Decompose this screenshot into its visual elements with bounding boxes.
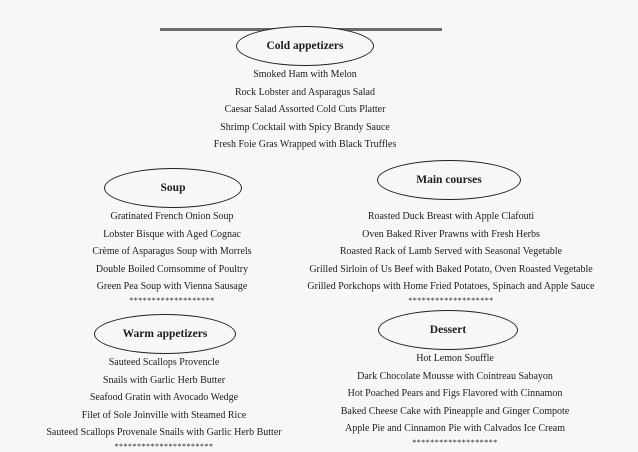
list-item: Rock Lobster and Asparagus Salad (235, 86, 375, 98)
list-item: Green Pea Soup with Vienna Sausage (96, 281, 248, 292)
list-item: Filet of Sole Joinville with Steamed Rice (81, 409, 247, 421)
dessert-title: Dessert (429, 324, 467, 336)
separator-stars: ******************* (408, 295, 494, 305)
list-item: Dark Chocolate Mousse with Cointreau Sabayon (357, 370, 553, 382)
cold-appetizers-heading (236, 26, 374, 66)
list-item: Smoked Ham with Melon (253, 69, 357, 80)
separator-stars: ******************* (412, 437, 498, 447)
list-item: Hot Poached Pears and Figs Flavored with Cinnamon (347, 388, 563, 399)
list-item: Shrimp Cocktail with Spicy Brandy Sauce (220, 121, 390, 133)
list-item: Snails with Garlic Herb Butter (102, 374, 226, 386)
list-item: Apple Pie and Cinnamon Pie with Calvados Ice Cream (345, 423, 565, 434)
list-item: Seafood Gratin with Avocado Wedge (89, 392, 239, 403)
cold-appetizers-title: Cold appetizers (266, 40, 344, 52)
soup-heading (104, 168, 242, 208)
cold-appetizers-list (180, 66, 430, 154)
soup-title: Soup (160, 182, 186, 194)
list-item: Roasted Rack of Lamb Served with Seasonal Vegetable (339, 246, 563, 257)
dessert-list (310, 350, 600, 448)
separator-stars: ********************** (114, 441, 214, 451)
list-item: Oven Baked River Prawns with Fresh Herbs (362, 228, 540, 240)
list-item: Roasted Duck Breast with Apple Clafouti (367, 211, 535, 222)
list-item: Gratinated French Onion Soup (110, 211, 234, 222)
list-item: Lobster Bisque with Aged Cognac (103, 228, 241, 240)
warm-appetizers-heading (94, 314, 236, 354)
main-courses-heading (377, 160, 521, 200)
list-item: Sauteed Scallops Provenale Snails with Garlic Herb Butter (46, 427, 282, 438)
list-item: Caesar Salad Assorted Cold Cuts Platter (224, 104, 386, 115)
warm-appetizers-list (38, 354, 290, 452)
separator-stars: ******************* (129, 295, 215, 305)
main-courses-title: Main courses (416, 174, 482, 186)
warm-appetizers-title: Warm appetizers (122, 328, 208, 340)
list-item: Sauteed Scallops Provencle (108, 357, 220, 368)
list-item: Grilled Porkchops with Home Fried Potatoes, Spinach and Apple Sauce (307, 281, 595, 292)
dessert-heading (378, 310, 518, 350)
list-item: Crème of Asparagus Soup with Morrels (92, 246, 252, 257)
list-item: Grilled Sirloin of Us Beef with Baked Potato, Oven Roasted Vegetable (309, 263, 593, 275)
list-item: Double Boiled Comsomme of Poultry (95, 263, 249, 275)
main-courses-list (292, 208, 610, 306)
soup-list (62, 208, 282, 306)
list-item: Baked Cheese Cake with Pineapple and Ginger Compote (340, 405, 570, 417)
list-item: Hot Lemon Souffle (416, 353, 494, 364)
list-item: Fresh Foie Gras Wrapped with Black Truffles (213, 139, 397, 150)
